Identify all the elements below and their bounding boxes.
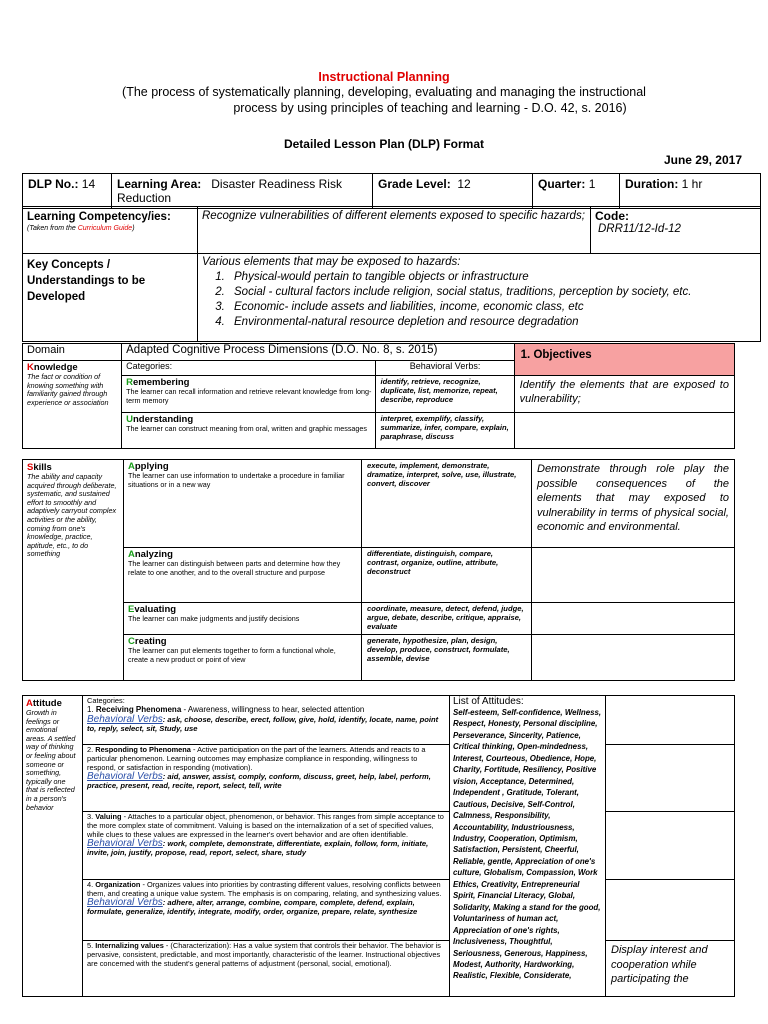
knowledge-objective (514, 376, 734, 413)
applying-initial: A (128, 461, 135, 472)
domain-header (23, 344, 122, 361)
competency-text-cell (198, 207, 591, 254)
analyzing-verbs-text: differentiate, distinguish, compare, contrast, organize, outline, attribute, deconstruct (367, 549, 499, 577)
grade-level-label: Grade Level: (378, 177, 451, 191)
key-concepts-intro: Various elements that may be exposed to hazards: (202, 256, 461, 268)
key-concepts-label: Key Concepts / Understandings to be Developed (27, 259, 146, 303)
competency-note-prefix: (Taken from the (27, 225, 78, 232)
knowledge-rest: nowledge (33, 362, 78, 373)
objectives-header-label: 1. Objectives (520, 349, 592, 361)
evaluating-rest: valuating (134, 604, 177, 615)
evaluating-objective-empty (532, 603, 735, 635)
adapted-header (122, 344, 515, 361)
skills-objective-text: Demonstrate through role play the possible consequences of the elements that may exposed to vulnerability in terms of physical social, economic and environmental. (537, 463, 729, 534)
understanding-rest: nderstanding (133, 414, 194, 425)
creating-verbs (362, 635, 532, 681)
attitude-cat4-cell (83, 880, 450, 941)
quarter-cell (533, 174, 620, 209)
code-label: Code: (595, 209, 629, 223)
attitude-cat2-objective-empty (606, 745, 735, 812)
verbs-header (376, 361, 514, 376)
remembering-verbs-text: identify, retrieve, recognize, duplicate, list, memorize, repeat, describe, reproduce (380, 377, 498, 405)
subtitle-line-2: process by using principles of teaching and learning - D.O. 42, s. 2016) (233, 101, 627, 115)
attitude-cat4-objective-empty (606, 880, 735, 941)
competency-note-suffix: ) (132, 225, 135, 232)
skills-domain-cell (23, 460, 124, 681)
cat3-bv-label: Behavioral Verbs (87, 838, 163, 849)
duration-label: Duration: (625, 177, 679, 191)
evaluating-verbs (362, 603, 532, 635)
cat3-text: - Attaches to a particular object, phenomenon, or behavior. This ranges from simple acceptance to the more complex state of commitment. Valuing is based on the internalization of a set of specified values, while clues to these values are expressed in the learner's overt behavior and are often identifiable. (87, 812, 444, 839)
attitude-table (22, 695, 735, 997)
learning-area-value: Disaster Readiness Risk Reduction (117, 177, 342, 205)
analyzing-initial: A (128, 549, 135, 560)
page-title: Instructional Planning (318, 70, 450, 84)
objectives-header (514, 344, 734, 376)
code-value: DRR11/12-Id-12 (598, 223, 681, 235)
understanding-cell (122, 413, 376, 449)
quarter-label: Quarter: (538, 177, 586, 191)
cat2-title: Responding to Phenomena (95, 745, 191, 754)
attitude-cat2-verbs (87, 772, 445, 790)
key-concept-item: 1. Physical-would pertain to tangible objects or infrastructure (228, 270, 756, 285)
competency-note (27, 225, 193, 232)
attitude-cat3 (87, 812, 445, 839)
remembering-initial: R (126, 377, 133, 388)
knowledge-initial: K (27, 362, 34, 373)
analyzing-desc: The learner can distinguish between parts and determine how they relate to one another, and to the overall structure and purpose (128, 559, 341, 577)
understanding-desc: The learner can construct meaning from oral, written and graphic messages (126, 424, 368, 433)
attitude-cat3-verbs (87, 839, 445, 857)
cat2-bv-label: Behavioral Verbs (87, 771, 163, 782)
attitudes-list-label: List of Attitudes: (453, 696, 524, 707)
applying-rest: pplying (134, 461, 169, 472)
attitude-cat1-cell (83, 696, 450, 745)
cat3-verbs-text: : work, complete, demonstrate, differentiate, explain, follow, form, initiate, invite, join, justify, propose, read, report, select, share, study (87, 839, 429, 858)
understanding-objective-empty (514, 413, 734, 449)
duration-cell (620, 174, 761, 209)
grade-level-value: 12 (457, 177, 471, 191)
key-concepts-content (198, 254, 761, 342)
attitude-cat2 (87, 745, 445, 772)
cat1-verbs-text: : ask, choose, describe, erect, follow, give, hold, identify, locate, name, point to, reply, select, sit, Study, use (87, 714, 439, 733)
key-concept-item: 2. Social - cultural factors include religion, social status, traditions, perception by society, etc. (228, 285, 756, 300)
attitude-objective (606, 941, 735, 997)
domain-header-label: Domain (27, 344, 65, 356)
cat2-verbs-text: : aid, answer, assist, comply, conform, discuss, greet, help, label, perform, practice, present, read, recite, report, select, tell, write (87, 772, 431, 791)
applying-cell (124, 460, 362, 548)
skills-initial: S (27, 462, 34, 473)
info-table (22, 173, 761, 209)
dlp-number-cell (23, 174, 112, 209)
remembering-desc: The learner can recall information and retrieve relevant knowledge from long-term memory (126, 387, 372, 405)
attitude-cat1-objective-empty (606, 696, 735, 745)
applying-desc: The learner can use information to undertake a procedure in familiar situations or in a new way (128, 471, 345, 489)
categories-header (122, 361, 376, 376)
creating-verbs-text: generate, hypothesize, plan, design, develop, produce, construct, formulate, assemble, devise (367, 636, 510, 664)
understanding-verbs (376, 413, 514, 449)
cat2-number: 2. (87, 745, 94, 754)
skills-objective (532, 460, 735, 548)
learning-area-cell (112, 174, 373, 209)
cat1-text: - Awareness, willingness to hear, selected attention (181, 705, 365, 714)
key-concepts-label-cell (23, 254, 198, 342)
knowledge-objective-text: Identify the elements that are exposed to vulnerability; (519, 379, 729, 405)
attitude-initial: A (26, 698, 33, 709)
duration-value: 1 hr (681, 177, 703, 191)
understanding-verbs-text: interpret, exemplify, classify, summarize, infer, compare, explain, paraphrase, discuss (380, 414, 509, 442)
cat5-title: Internalizing values (95, 941, 164, 950)
competency-label-cell (23, 207, 198, 254)
cat4-verbs-text: : adhere, alter, arrange, combine, compare, complete, defend, explain, formulate, generalize, identify, integrate, modify, order, organize, prepare, relate, synthesize (87, 898, 418, 917)
dlp-number-value: 14 (81, 177, 96, 191)
remembering-verbs (376, 376, 514, 413)
evaluating-initial: E (128, 604, 135, 615)
analyzing-rest: nalyzing (134, 549, 173, 560)
dlp-format-title: Detailed Lesson Plan (DLP) Format (283, 137, 485, 151)
cat4-number: 4. (87, 880, 94, 889)
applying-verbs (362, 460, 532, 548)
applying-verbs-text: execute, implement, demonstrate, dramatize, interpret, solve, use, illustrate, convert, discover (367, 461, 517, 489)
understanding-initial: U (126, 414, 133, 425)
knowledge-table (22, 343, 735, 449)
attitudes-list: Self-esteem, Self-confidence, Wellness, Respect, Honesty, Personal discipline, Perseverance, Sincerity, Patience, Critical thinking, Open-mindedness, Interest, Courteous, Obedience, Hope, Charity, Fortitude, Resiliency, Positive vision, Acceptance, Determined, Independent , Gratitude, Tolerant, Cautious, Decisive, Self-Control, Calmness, Responsibility, Accountability, Industriousness, Industry, Cooperation, Optimism, Satisfaction, Persistent, Cheerful, Reliable, gentle, Appreciation of one's culture, Globalism, Compassion, Work Ethics, Creativity, Entrepreneurial Spirit, Financial Literacy, Global, Solidarity, Making a stand for the good, Voluntariness of human act, Appreciation of one's rights, Inclusiveness, Thoughtful, Seriousness, Generous, Happiness, Modest, Authority, Hardworking, Realistic, Flexible, Considerate, (453, 708, 602, 981)
evaluating-verbs-text: coordinate, measure, detect, defend, judge, argue, debate, describe, critique, appraise, evaluate (367, 604, 524, 632)
quarter-value: 1 (588, 177, 596, 191)
cat3-number: 3. (87, 812, 94, 821)
subtitle-line-1: (The process of systematically planning, developing, evaluating and managing the instructional (122, 85, 646, 99)
verbs-header-label: Behavioral Verbs: (409, 361, 481, 371)
key-concept-item: 3. Economic- include assets and liabilities, income, economic class, etc (228, 300, 756, 315)
competency-table (22, 206, 761, 342)
cat4-text: - Organizes values into priorities by contrasting different values, resolving conflicts between them, and creating a unique value system. The emphasis is on comparing, relating, and synthesizing values. (87, 880, 442, 898)
cat5-text: - (Characterization): Has a value system that controls their behavior. The behavior is pervasive, consistent, predictable, and most importantly, characteristic of the learner. Instructional objectives are concerned with the student's general patterns of adjustment (personal, social, emotional). (87, 941, 441, 968)
analyzing-cell (124, 548, 362, 603)
skills-table (22, 459, 735, 681)
attitudes-list-cell (450, 696, 606, 997)
cat1-number: 1. (87, 705, 94, 714)
code-cell (591, 207, 761, 254)
attitude-cat1-verbs (87, 715, 445, 733)
dlp-number-label: DLP No.: (28, 177, 79, 191)
creating-cell (124, 635, 362, 681)
attitude-cat3-cell (83, 812, 450, 880)
attitude-cat5-cell (83, 941, 450, 997)
cat2-text: - Active participation on the part of the learners. Attends and reacts to a particular phenomenon. Learning outcomes may emphasize compliance in responding, willingness to respond, or satisfaction in responding (motivation). (87, 745, 426, 772)
attitude-objective-text: Display interest and cooperation while participating the (611, 944, 708, 986)
key-concepts-list (228, 270, 756, 330)
cat5-number: 5. (87, 941, 94, 950)
creating-desc: The learner can put elements together to form a functional whole, create a new product or point of view (128, 646, 336, 664)
key-concept-item: 4. Environmental-natural resource depletion and resource degradation (228, 315, 756, 330)
attitude-cat2-cell (83, 745, 450, 812)
evaluating-cell (124, 603, 362, 635)
analyzing-objective-empty (532, 548, 735, 603)
evaluating-desc: The learner can make judgments and justify decisions (128, 614, 300, 623)
adapted-header-label: Adapted Cognitive Process Dimensions (D.O. No. 8, s. 2015) (126, 344, 438, 356)
attitude-cat4-verbs (87, 898, 445, 916)
cat1-bv-label: Behavioral Verbs (87, 713, 163, 725)
skills-rest: kills (33, 462, 52, 473)
competency-label: Learning Competency/ies: (27, 211, 171, 223)
attitude-rest: ttitude (32, 698, 62, 709)
attitude-cat3-objective-empty (606, 812, 735, 880)
attitude-desc: Growth in feelings or emotional areas. A settled way of thinking or feeling about someone or something, typically one that is reflected in a person's behavior (26, 708, 76, 812)
analyzing-verbs (362, 548, 532, 603)
cat4-bv-label: Behavioral Verbs (87, 897, 163, 908)
grade-level-cell (373, 174, 533, 209)
attitude-categories-label: Categories: (87, 696, 125, 705)
cat4-title: Organization (95, 880, 141, 889)
creating-initial: C (128, 636, 135, 647)
attitude-domain-cell (23, 696, 83, 997)
cat3-title: Valuing (95, 812, 122, 821)
creating-objective-empty (532, 635, 735, 681)
cat1-title: Receiving Phenomena (95, 705, 182, 714)
attitude-cat5 (87, 941, 445, 968)
knowledge-domain-cell (23, 361, 122, 449)
learning-area-label: Learning Area: (117, 177, 202, 191)
remembering-rest: emembering (133, 377, 190, 388)
competency-text: Recognize vulnerabilities of different elements exposed to specific hazards; (202, 210, 585, 222)
creating-rest: reating (134, 636, 167, 647)
date: June 29, 2017 (663, 153, 742, 167)
categories-header-label: Categories: (126, 361, 173, 371)
attitude-cat4 (87, 880, 445, 898)
skills-desc: The ability and capacity acquired through deliberate, systematic, and sustained effort to smoothly and adaptively carryout complex activities or the ability, coming from one's knowledge, practice, aptitude, etc., to do something (27, 472, 117, 559)
curriculum-guide-link: Curriculum Guide (77, 225, 133, 232)
knowledge-desc: The fact or condition of knowing something with familiarity gained through experience or association (27, 372, 109, 407)
remembering-cell (122, 376, 376, 413)
